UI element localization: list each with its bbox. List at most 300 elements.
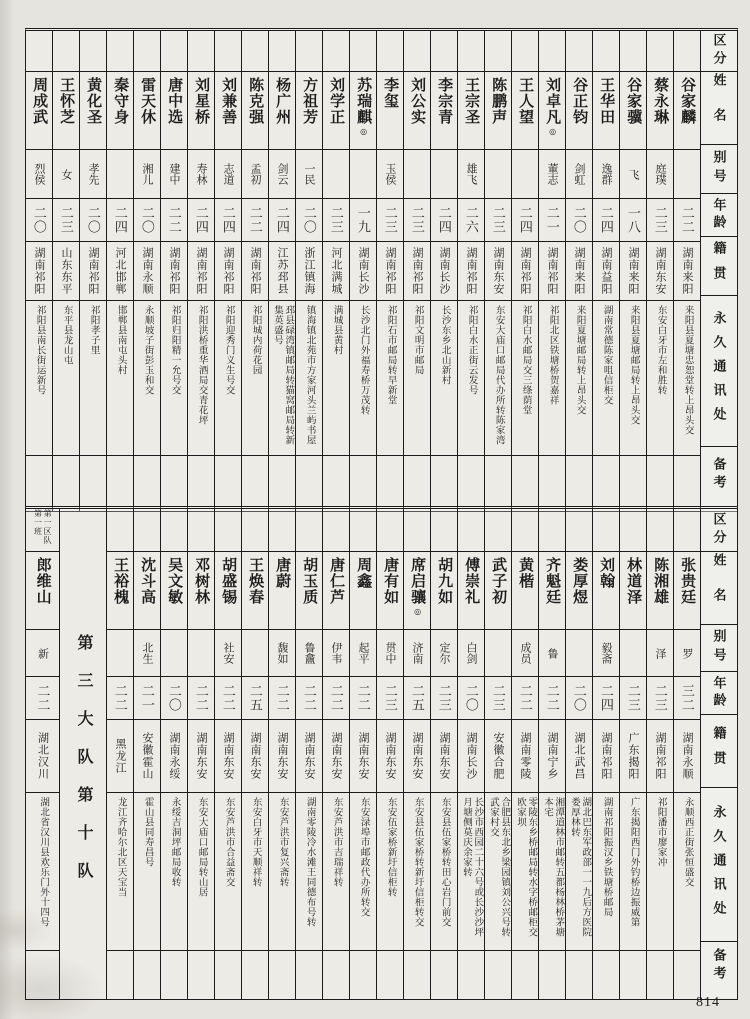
name-cell	[188, 551, 214, 629]
name-cell	[404, 551, 430, 629]
alias-cell	[296, 629, 322, 676]
person-column	[619, 31, 646, 511]
alias-cell	[134, 629, 160, 676]
alias-cell	[593, 149, 619, 198]
person-column	[430, 509, 457, 999]
person-name: 苏瑞麒◎	[355, 77, 372, 137]
alias-cell	[296, 149, 322, 198]
address-cell	[566, 300, 592, 455]
division-cell	[458, 31, 484, 71]
name-cell	[296, 71, 322, 149]
age-cell	[242, 676, 268, 719]
alias-cell	[215, 149, 241, 198]
division-cell	[512, 509, 538, 551]
origin-cell-text: 湖南祁阳	[546, 247, 559, 295]
division-cell	[566, 31, 592, 71]
origin-cell	[53, 241, 79, 300]
origin-cell-text: 湖南来阳	[627, 247, 640, 295]
person-name: 刘公实	[409, 77, 426, 125]
address-cell-text: 东安大庙口邮局代办所转陈家湾	[493, 305, 504, 445]
header-cell	[701, 144, 737, 193]
remarks-cell	[242, 455, 268, 511]
person-column	[565, 509, 592, 999]
origin-cell	[26, 719, 59, 792]
alias-cell-text: 董志	[546, 163, 559, 185]
address-cell-text: 湘潭道林市邮转五都杨林桥茅塘本宅	[542, 797, 564, 937]
origin-cell-text: 湖南东安	[276, 732, 289, 780]
age-cell	[161, 198, 187, 241]
address-cell-text: 零陵东乡桥邮局转水字桥邮柜交欧家坝	[515, 797, 537, 937]
remarks-cell	[107, 455, 133, 511]
age-cell	[296, 676, 322, 719]
age-cell	[134, 198, 160, 241]
age-cell	[512, 676, 538, 719]
header-label: 备考	[711, 456, 727, 493]
name-cell	[512, 71, 538, 149]
division-cell	[593, 509, 619, 551]
remarks-cell	[215, 455, 241, 511]
origin-cell	[647, 719, 673, 792]
alias-cell	[539, 149, 565, 198]
address-cell	[215, 300, 241, 455]
age-cell-text: 二六	[463, 206, 479, 234]
remarks-cell	[134, 950, 160, 999]
origin-cell-text: 安徽霍山	[141, 732, 154, 780]
division-cell	[107, 509, 133, 551]
address-cell-text: 东安渌埠市邮政代办所转交	[358, 797, 369, 917]
age-cell-text: 一八	[625, 206, 641, 234]
address-cell-text: 来阳夏塘邮局转上昂头交	[574, 305, 585, 415]
address-cell-text: 来阳县夏塘邮局转上昂头交	[628, 305, 639, 425]
header-cell	[701, 671, 737, 714]
address-cell	[620, 792, 646, 950]
address-cell	[242, 300, 268, 455]
origin-cell	[215, 719, 241, 792]
person-name: 娄厚煜	[571, 557, 588, 605]
age-cell	[80, 198, 106, 241]
address-cell-text: 湖北巴东军政部一一九后方医院娄厚林转	[569, 797, 591, 937]
address-cell-text: 湖南常德陈家咀信柜交	[601, 305, 612, 405]
person-name: 黄楷	[517, 557, 534, 589]
header-cell	[701, 446, 737, 502]
header-column	[700, 509, 737, 999]
origin-cell	[431, 241, 457, 300]
origin-cell-text: 河北邯郸	[114, 247, 127, 295]
alias-cell	[134, 149, 160, 198]
alias-cell	[161, 149, 187, 198]
person-column	[133, 509, 160, 999]
person-column	[322, 31, 349, 511]
remarks-cell	[26, 950, 59, 999]
origin-cell-text: 湖南东安	[195, 732, 208, 780]
origin-cell-text: 湖南祁阳	[222, 247, 235, 295]
alias-cell-text: 志道	[222, 163, 235, 185]
address-cell	[512, 792, 538, 950]
age-cell	[593, 198, 619, 241]
origin-cell	[566, 241, 592, 300]
person-name: 陈鹏声	[490, 77, 507, 125]
person-column	[484, 31, 511, 511]
alias-cell	[188, 629, 214, 676]
page-number: 814	[696, 995, 720, 1010]
address-cell	[323, 792, 349, 950]
address-cell-text: 长沙北门外福寿桥万茂转	[358, 305, 369, 415]
alias-cell	[323, 149, 349, 198]
age-cell-text: 二〇	[166, 684, 182, 712]
address-cell	[647, 300, 673, 455]
origin-cell-text: 湖南东安	[303, 732, 316, 780]
alias-cell	[242, 629, 268, 676]
alias-cell	[431, 629, 457, 676]
person-name: 刘星桥	[193, 77, 210, 125]
division-cell	[377, 31, 403, 71]
age-cell-text: 二二	[193, 684, 209, 712]
division-cell	[404, 31, 430, 71]
age-cell	[485, 198, 511, 241]
header-label: 别号	[711, 629, 727, 667]
header-cell	[701, 71, 737, 144]
name-cell	[134, 71, 160, 149]
person-column	[106, 509, 133, 999]
remarks-cell	[458, 950, 484, 999]
alias-cell	[647, 149, 673, 198]
origin-cell	[458, 719, 484, 792]
address-cell	[431, 792, 457, 950]
name-cell	[620, 551, 646, 629]
alias-cell	[404, 149, 430, 198]
address-cell-text: 湖北省汉川县欢乐门外十四号	[38, 797, 49, 927]
address-cell	[674, 792, 700, 950]
header-cell	[701, 624, 737, 671]
division-cell	[161, 31, 187, 71]
origin-cell-text: 河北满城	[330, 247, 343, 295]
age-cell-text: 二一	[139, 684, 155, 712]
address-cell-text: 邯郸县南屯头村	[115, 305, 126, 375]
division-cell	[296, 31, 322, 71]
person-name: 王焕春	[247, 557, 264, 605]
person-column	[646, 31, 673, 511]
age-cell-text: 二五	[247, 684, 263, 712]
address-cell	[350, 300, 376, 455]
origin-cell	[593, 719, 619, 792]
age-cell	[512, 198, 538, 241]
person-column	[106, 31, 133, 511]
age-cell-text: 二二	[544, 684, 560, 712]
alias-cell-text: 女	[60, 168, 73, 180]
age-cell	[269, 676, 295, 719]
age-cell	[539, 676, 565, 719]
age-cell	[647, 198, 673, 241]
header-label: 年龄	[711, 676, 727, 710]
origin-cell	[242, 719, 268, 792]
alias-cell-text: 雄飞	[465, 163, 478, 185]
origin-cell-text: 湖南祁阳	[654, 732, 667, 780]
address-cell	[107, 300, 133, 455]
age-cell	[620, 676, 646, 719]
age-cell	[53, 198, 79, 241]
person-column	[403, 31, 430, 511]
alias-cell	[377, 149, 403, 198]
person-name: 刘学正	[328, 77, 345, 125]
address-cell	[188, 300, 214, 455]
person-name: 蔡永琳	[652, 77, 669, 125]
remarks-cell	[566, 455, 592, 511]
division-cell	[431, 31, 457, 71]
alias-cell	[566, 629, 592, 676]
division-cell	[269, 31, 295, 71]
division-cell	[674, 31, 700, 71]
age-cell-text: 二三	[382, 206, 398, 234]
person-column	[430, 31, 457, 511]
address-cell	[269, 792, 295, 950]
address-cell	[323, 300, 349, 455]
name-cell	[377, 551, 403, 629]
age-cell	[404, 676, 430, 719]
person-column	[538, 509, 565, 999]
name-cell	[647, 551, 673, 629]
alias-cell	[485, 629, 511, 676]
origin-cell	[620, 719, 646, 792]
address-cell-text: 祁阳洪桥重华酒局交青花坪	[196, 305, 207, 425]
address-cell-text: 祁阳县南长街运新号	[34, 305, 45, 395]
header-label: 永久通讯处	[711, 804, 727, 925]
age-cell-text: 二〇	[571, 684, 587, 712]
division-cell	[161, 509, 187, 551]
name-cell	[404, 71, 430, 149]
alias-cell	[485, 149, 511, 198]
alias-cell	[350, 629, 376, 676]
age-cell	[566, 198, 592, 241]
circled-annotation: ◎	[359, 127, 369, 137]
age-cell-text: 二二	[517, 684, 533, 712]
person-name: 张贵廷	[679, 557, 696, 605]
address-cell	[431, 300, 457, 455]
address-cell	[161, 792, 187, 950]
name-cell	[431, 551, 457, 629]
origin-cell-text: 湖南东安	[384, 732, 397, 780]
person-column	[673, 31, 700, 511]
person-name: 杨广州	[274, 77, 291, 125]
name-cell	[566, 551, 592, 629]
age-cell	[404, 198, 430, 241]
origin-cell-text: 湖南祁阳	[195, 247, 208, 295]
address-cell	[242, 792, 268, 950]
address-cell	[26, 792, 59, 950]
address-cell-text: 来阳县夏塘忠恕堂转上昂头交	[682, 305, 693, 435]
origin-cell	[188, 719, 214, 792]
age-cell	[674, 676, 700, 719]
remarks-cell	[377, 950, 403, 999]
age-cell-text: 二四	[598, 206, 614, 234]
origin-cell-text: 湖南零陵	[519, 732, 532, 780]
person-column	[403, 509, 430, 999]
division-cell	[377, 509, 403, 551]
address-cell-text: 祁阳北区铁塘桥贺嘉祥	[547, 305, 558, 405]
address-cell-text: 镇海镇北苑市方家河头兰屿书屋	[304, 305, 315, 445]
person-column	[214, 31, 241, 511]
division-cell	[350, 31, 376, 71]
name-cell	[323, 551, 349, 629]
address-cell-text: 东安芦洪市吉瑞祥转	[331, 797, 342, 887]
origin-cell-text: 湖南永顺	[141, 247, 154, 295]
header-label: 区分	[711, 512, 727, 548]
origin-cell	[107, 719, 133, 792]
roster-table-bottom	[25, 506, 738, 1000]
alias-cell-text: 成员	[519, 642, 532, 664]
age-cell-text: 二三	[625, 684, 641, 712]
name-cell	[161, 71, 187, 149]
division-cell	[215, 31, 241, 71]
person-column	[673, 509, 700, 999]
address-cell-text: 祁阳城内荷花园	[250, 305, 261, 375]
person-column	[376, 31, 403, 511]
age-cell	[539, 198, 565, 241]
origin-cell-text: 黑龙江	[114, 738, 127, 774]
remarks-cell	[512, 455, 538, 511]
age-cell-text: 二四	[220, 206, 236, 234]
origin-cell	[26, 241, 52, 300]
address-cell-text: 龙江齐哈尔北区天宝当	[115, 797, 126, 897]
division-cell	[323, 509, 349, 551]
origin-cell	[161, 241, 187, 300]
person-column	[484, 509, 511, 999]
address-cell-text: 祁阳潘市廖家冲	[655, 797, 666, 867]
alias-cell	[566, 149, 592, 198]
name-cell	[269, 71, 295, 149]
person-column	[592, 31, 619, 511]
alias-cell	[674, 149, 700, 198]
alias-cell	[161, 629, 187, 676]
origin-cell-text: 湖南长沙	[438, 247, 451, 295]
person-name: 谷家麟	[679, 77, 696, 125]
address-cell	[647, 792, 673, 950]
name-cell	[350, 551, 376, 629]
age-cell	[620, 198, 646, 241]
origin-cell-text: 湖南益阳	[600, 247, 613, 295]
name-cell	[269, 551, 295, 629]
age-cell-text: 二四	[436, 206, 452, 234]
origin-cell	[134, 719, 160, 792]
person-column	[538, 31, 565, 511]
age-cell	[296, 198, 322, 241]
age-cell	[269, 198, 295, 241]
alias-cell-text: 起平	[357, 642, 370, 664]
remarks-cell	[620, 455, 646, 511]
alias-cell-text: 北生	[141, 642, 154, 664]
age-cell-text: 二二	[35, 684, 51, 712]
origin-cell	[566, 719, 592, 792]
person-name: 王人望	[517, 77, 534, 125]
alias-cell-text: 泽	[654, 647, 667, 659]
person-name: 胡九如	[436, 557, 453, 605]
origin-cell	[512, 719, 538, 792]
person-column	[592, 509, 619, 999]
person-column	[619, 509, 646, 999]
remarks-cell	[674, 950, 700, 999]
person-name: 胡盛锡	[220, 557, 237, 605]
name-cell	[485, 71, 511, 149]
origin-cell	[674, 241, 700, 300]
name-cell	[215, 551, 241, 629]
address-cell	[161, 300, 187, 455]
division-cell	[26, 509, 59, 551]
alias-cell	[350, 149, 376, 198]
division-cell	[539, 31, 565, 71]
age-cell	[485, 676, 511, 719]
alias-cell	[215, 629, 241, 676]
group-divider-column	[59, 509, 106, 999]
remarks-cell	[485, 455, 511, 511]
remarks-cell	[26, 455, 52, 511]
header-label: 永久通讯处	[711, 311, 727, 431]
age-cell	[431, 676, 457, 719]
alias-cell	[269, 629, 295, 676]
person-name: 方祖芳	[301, 77, 318, 125]
name-cell	[53, 71, 79, 149]
alias-cell-text: 社安	[222, 642, 235, 664]
address-cell	[458, 792, 484, 950]
address-cell	[404, 300, 430, 455]
age-cell-text: 二二	[355, 684, 371, 712]
circled-annotation: ◎	[548, 127, 558, 137]
circled-annotation: ◎	[413, 607, 423, 617]
origin-cell	[593, 241, 619, 300]
name-cell	[539, 551, 565, 629]
age-cell	[647, 676, 673, 719]
origin-cell-text: 湖南永顺	[681, 732, 694, 780]
name-cell	[458, 551, 484, 629]
origin-cell-text: 湖南祁阳	[33, 247, 46, 295]
person-column	[295, 31, 322, 511]
division-cell	[215, 509, 241, 551]
name-cell	[26, 551, 59, 629]
address-cell	[53, 300, 79, 455]
age-cell-text: 二〇	[301, 206, 317, 234]
address-cell	[620, 300, 646, 455]
person-name: 唐中选	[166, 77, 183, 125]
age-cell	[26, 198, 52, 241]
origin-cell-text: 湖北武昌	[573, 732, 586, 780]
remarks-cell	[404, 950, 430, 999]
person-column	[511, 509, 538, 999]
division-cell	[107, 31, 133, 71]
name-cell	[134, 551, 160, 629]
address-cell-text: 东安白牙市天顺祥转	[250, 797, 261, 887]
alias-cell	[107, 629, 133, 676]
address-cell-text: 邳县碌湾镇邮局转猫窝邮局转新集英盛号	[272, 305, 294, 445]
origin-cell-text: 湖南永绥	[168, 732, 181, 780]
origin-cell	[296, 241, 322, 300]
remarks-cell	[323, 950, 349, 999]
age-cell	[107, 198, 133, 241]
origin-cell	[323, 719, 349, 792]
origin-cell-text: 湖南长沙	[357, 247, 370, 295]
origin-cell	[512, 241, 538, 300]
address-cell	[458, 300, 484, 455]
age-cell	[593, 676, 619, 719]
age-cell-text: 二二	[301, 684, 317, 712]
alias-cell	[269, 149, 295, 198]
division-cell	[674, 509, 700, 551]
alias-cell	[620, 149, 646, 198]
person-column	[268, 31, 295, 511]
origin-cell-text: 安徽合肥	[492, 732, 505, 780]
address-cell-text: 东安白牙市左和胜转	[655, 305, 666, 395]
person-name: 李宗青	[436, 77, 453, 125]
alias-cell	[620, 629, 646, 676]
name-cell	[485, 551, 511, 629]
origin-cell-text: 广东揭阳	[627, 732, 640, 780]
